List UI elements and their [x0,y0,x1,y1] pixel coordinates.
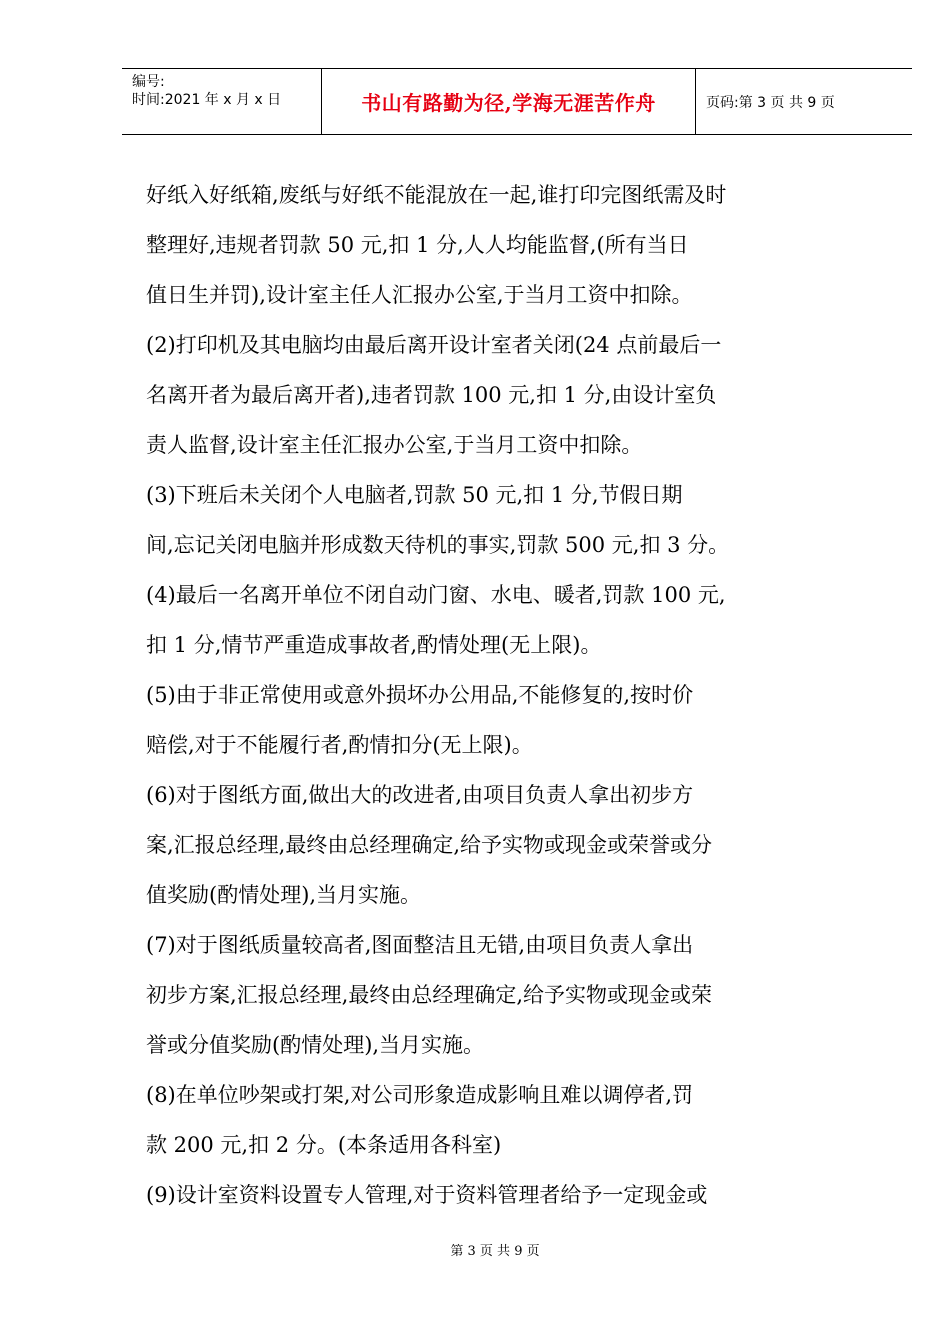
body-line: 名离开者为最后离开者),违者罚款 100 元,扣 1 分,由设计室负 [146,383,717,407]
body-line: 值奖励(酌情处理),当月实施。 [146,883,422,907]
body-line: (2)打印机及其电脑均由最后离开设计室者关闭(24 点前最后一 [146,333,722,357]
body-line: (5)由于非正常使用或意外损坏办公用品,不能修复的,按时价 [146,683,694,707]
document-number-label: 编号: [132,74,165,90]
body-line: (3)下班后未关闭个人电脑者,罚款 50 元,扣 1 分,节假日期 [146,483,683,507]
body-line: (9)设计室资料设置专人管理,对于资料管理者给予一定现金或 [146,1183,708,1207]
body-line: 值日生并罚),设计室主任人汇报办公室,于当月工资中扣除。 [146,283,693,307]
body-line: 好纸入好纸箱,废纸与好纸不能混放在一起,谁打印完图纸需及时 [146,183,727,207]
body-line: 款 200 元,扣 2 分。(本条适用各科室) [146,1133,502,1157]
body-line: 初步方案,汇报总经理,最终由总经理确定,给予实物或现金或荣 [146,983,713,1007]
body-line: 誉或分值奖励(酌情处理),当月实施。 [146,1033,485,1057]
page-footer: 第 3 页 共 9 页 [450,1244,540,1259]
header-meta [122,69,322,134]
body-line: (6)对于图纸方面,做出大的改进者,由项目负责人拿出初步方 [146,783,694,807]
header-motto: 书山有路勤为径,学海无涯苦作舟 [322,69,696,134]
body-line: 赔偿,对于不能履行者,酌情扣分(无上限)。 [146,733,533,757]
body-line: 案,汇报总经理,最终由总经理确定,给予实物或现金或荣誉或分 [146,833,713,857]
body-line: (7)对于图纸质量较高者,图面整洁且无错,由项目负责人拿出 [146,933,694,957]
document-time-label: 时间:2021 年 x 月 x 日 [132,92,282,108]
document-body [146,170,896,1220]
header-page-number: 页码:第 3 页 共 9 页 [706,94,835,111]
body-line: 整理好,违规者罚款 50 元,扣 1 分,人人均能监督,(所有当日 [146,233,689,257]
body-line: 间,忘记关闭电脑并形成数天待机的事实,罚款 500 元,扣 3 分。 [146,533,730,557]
body-line: 扣 1 分,情节严重造成事故者,酌情处理(无上限)。 [146,633,602,657]
body-line: (4)最后一名离开单位不闭自动门窗、水电、暖者,罚款 100 元, [146,583,726,607]
body-line: 责人监督,设计室主任汇报办公室,于当月工资中扣除。 [146,433,643,457]
body-line: (8)在单位吵架或打架,对公司形象造成影响且难以调停者,罚 [146,1083,694,1107]
page-header [122,68,912,135]
